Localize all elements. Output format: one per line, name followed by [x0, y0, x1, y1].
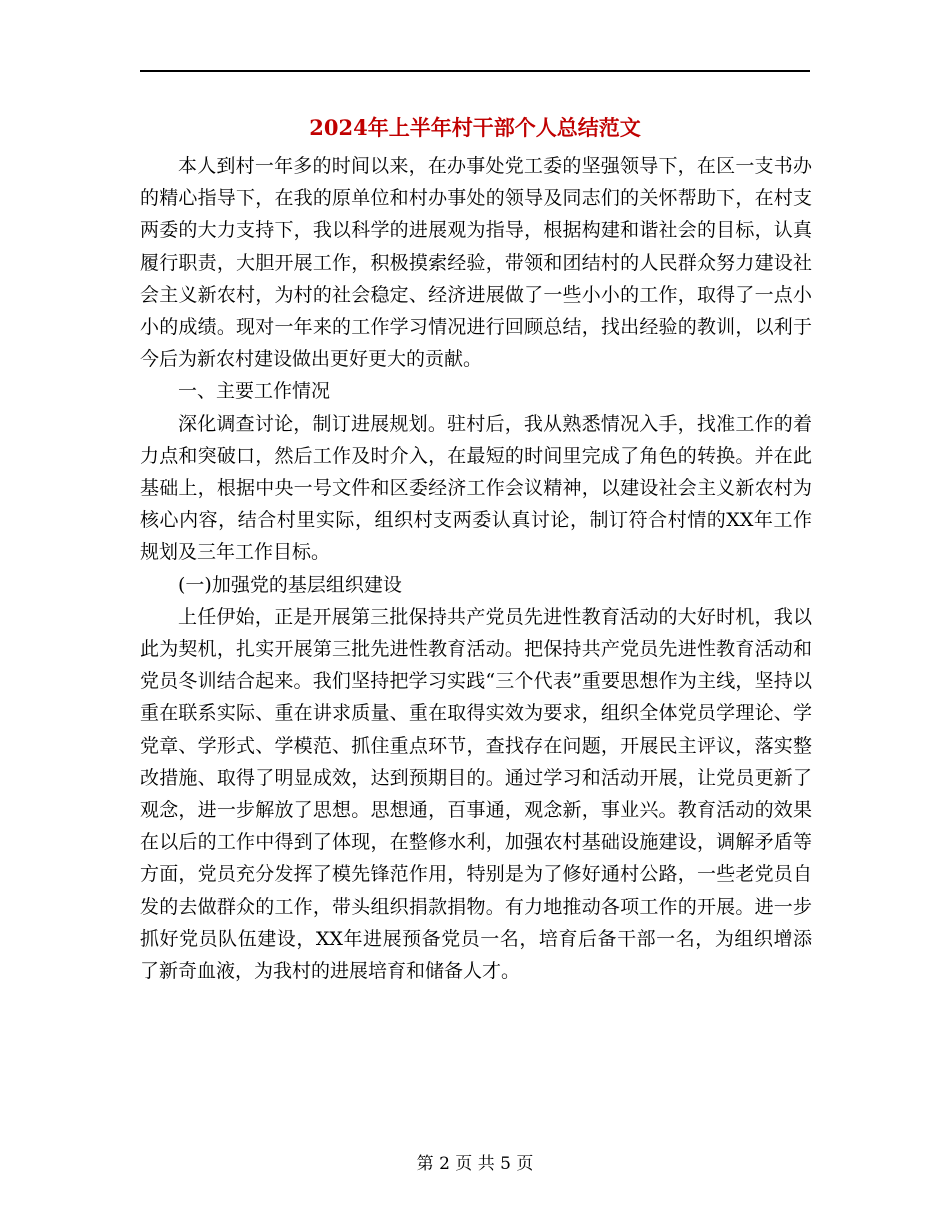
- section-heading-main-work: 一、主要工作情况: [178, 380, 331, 403]
- document-body: [140, 150, 812, 987]
- header-rule: [140, 70, 810, 72]
- page-footer: 第 2 页 共 5 页: [416, 1154, 534, 1174]
- intro-paragraph: 本人到村一年多的时间以来，在办事处党工委的坚强领导下，在区一支书办的精心指导下，在我的原单位和村办事处的领导及同志们的关怀帮助下，在村支两委的大力支持下，我以科学的进展观为指导，根据构建和谐社会的目标，认真履行职责，大胆开展工作，积极摸索经验，带领和团结村的人民群众努力建设社会主义新农村，为村的社会稳定、经济进展做了一些小小的工作，取得了一点小小的成绩。现对一年来的工作学习情况进行回顾总结，找出经验的教训，以利于今后为新农村建设做出更好更大的贡献。: [140, 155, 812, 371]
- planning-paragraph: 深化调查讨论，制订进展规划。驻村后，我从熟悉情况入手，找准工作的着力点和突破口，然后工作及时介入，在最短的时间里完成了角色的转换。并在此基础上，根据中央一号文件和区委经济工作会议精神，以建设社会主义新农村为核心内容，结合村里实际，组织村支两委认真讨论，制订符合村情的XX年工作规划及三年工作目标。: [140, 412, 812, 564]
- subsection-heading-party-building: (一)加强党的基层组织建设: [178, 573, 402, 596]
- document-title: 2024年上半年村干部个人总结范文: [309, 115, 641, 140]
- party-building-paragraph: 上任伊始，正是开展第三批保持共产党员先进性教育活动的大好时机，我以此为契机，扎实开展第三批先进性教育活动。把保持共产党员先进性教育活动和党员冬训结合起来。我们坚持把学习实践“三个代表”重要思想作为主线，坚持以重在联系实际、重在讲求质量、重在取得实效为要求，组织全体党员学理论、学党章、学形式、学模范、抓住重点环节，查找存在问题，开展民主评议，落实整改措施、取得了明显成效，达到预期目的。通过学习和活动开展，让党员更新了观念，进一步解放了思想。思想通，百事通，观念新，事业兴。教育活动的效果在以后的工作中得到了体现，在整修水利，加强农村基础设施建设，调解矛盾等方面，党员充分发挥了模先锋范作用，特别是为了修好通村公路，一些老党员自发的去做群众的工作，带头组织捐款捐物。有力地推动各项工作的开展。进一步抓好党员队伍建设，XX年进展预备党员一名，培育后备干部一名，为组织增添了新奇血液，为我村的进展培育和储备人才。: [140, 605, 812, 983]
